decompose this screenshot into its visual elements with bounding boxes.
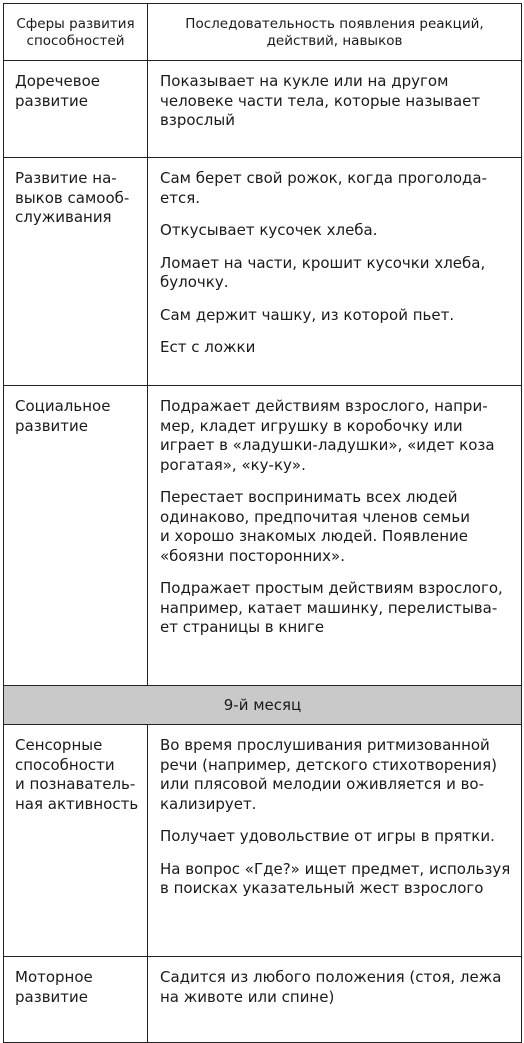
- header-sequence-text: Последовательность появления реакций, действий, навыков: [185, 15, 484, 49]
- items-cell: [148, 725, 522, 957]
- month-divider-row: [4, 686, 522, 725]
- sphere-label: Моторное развитие: [15, 968, 93, 1006]
- list-item: Во время прослушивания ритмизованной речи (например, детского стихотворения) или плясовой мелодии оживляется и во- кализирует.: [160, 736, 498, 813]
- list-item: Садится из любого положения (стоя, лежа на животе или спине): [160, 968, 502, 1006]
- items-cell: [148, 386, 522, 686]
- table-row: [4, 386, 522, 686]
- list-item: Перестает воспринимать всех людей одинаково, предпочитая членов семьи и хорошо знакомых людей. Появление «боязни посторонних».: [160, 488, 470, 565]
- sphere-cell: [4, 61, 148, 158]
- list-item: Откусывает кусочек хлеба.: [160, 221, 378, 239]
- document-page: [3, 3, 521, 1006]
- sphere-label: Доречевое развитие: [15, 72, 100, 110]
- list-item: Получает удовольствие от игры в прятки.: [160, 827, 495, 845]
- list-item: Сам держит чашку, из которой пьет.: [160, 305, 455, 324]
- table-row: [4, 61, 522, 158]
- sphere-cell: [4, 386, 148, 686]
- list-item: Подражает простым действиям взрослого, например, катает машинку, перелистыва- ет страницы в книге: [160, 579, 503, 636]
- sphere-cell: [4, 725, 148, 957]
- development-table: [3, 3, 522, 1043]
- table-header-row: [4, 4, 522, 61]
- month-label: 9-й месяц: [4, 686, 522, 725]
- list-item: Ест с ложки: [160, 338, 256, 356]
- sphere-cell: [4, 158, 148, 386]
- list-item: Ломает на части, крошит кусочки хлеба, булочку.: [160, 253, 486, 291]
- list-item: На вопрос «Где?» ищет предмет, используя в поисках указательный жест взрослого: [160, 859, 511, 897]
- header-spheres-text: Сферы развития способностей: [16, 15, 135, 49]
- sphere-label: Социальное развитие: [15, 397, 111, 435]
- items-cell: [148, 61, 522, 158]
- sphere-label: Развитие на- выков самооб- служивания: [15, 169, 130, 226]
- list-item: Показывает на кукле или на другом человеке части тела, которые называет взрослый: [160, 72, 481, 129]
- list-item: Подражает действиям взрослого, напри- мер, кладет игрушку в коробочку или играет в «ладушки-ладушки», «идет коза рогатая», «ку-ку».: [160, 397, 495, 474]
- items-cell: [148, 158, 522, 386]
- table-row: [4, 725, 522, 957]
- table-row: [4, 957, 522, 1043]
- sphere-label: Сенсорные способности и познаватель- ная активность: [15, 736, 139, 813]
- items-cell: [148, 957, 522, 1043]
- header-sequence: [148, 4, 522, 61]
- list-item: Сам берет свой рожок, когда проголода- ется.: [160, 169, 488, 207]
- sphere-cell: [4, 957, 148, 1043]
- table-row: [4, 158, 522, 386]
- header-spheres: [4, 4, 148, 61]
